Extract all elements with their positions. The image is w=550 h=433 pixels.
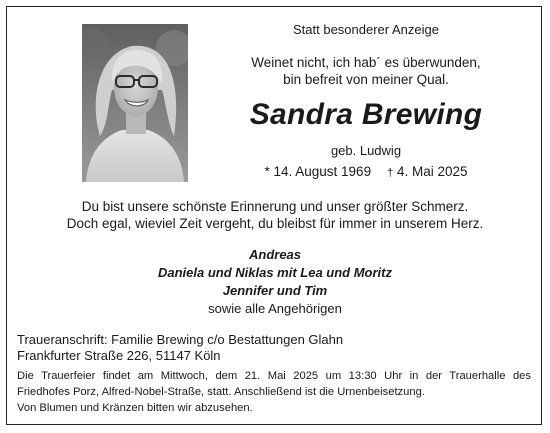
deceased-name: Sandra Brewing bbox=[249, 98, 483, 131]
ceremony-line: Die Trauerfeier findet am Mittwoch, dem 21. Mai 2025 um 13:30 Uhr in der Trauerhalle des bbox=[17, 370, 531, 382]
notice-text: Statt besonderer Anzeige bbox=[293, 22, 439, 37]
ceremony-line: Friedhofes Porz, Alfred-Nobel-Straße, statt. Anschließend ist die Urnenbeisetzung. bbox=[17, 386, 425, 398]
portrait-image bbox=[82, 24, 188, 182]
birth-name: geb. Ludwig bbox=[330, 143, 402, 158]
life-dates bbox=[236, 164, 496, 179]
death-date: 4. Mai 2025 bbox=[396, 164, 468, 179]
memorial-quote bbox=[20, 198, 530, 232]
ceremony-info bbox=[17, 368, 531, 416]
mourner-name: Daniela und Niklas mit Lea und Moritz bbox=[157, 265, 393, 280]
mourners-list bbox=[20, 246, 530, 318]
birth-date: * 14. August 1969 bbox=[264, 164, 372, 179]
ceremony-line: Von Blumen und Kränzen bitten wir abzusehen. bbox=[17, 402, 253, 414]
address-line: Frankfurter Straße 226, 51147 Köln bbox=[17, 348, 221, 363]
verse-line: Weinet nicht, ich hab´ es überwunden, bbox=[251, 55, 481, 70]
cross-symbol: † bbox=[387, 167, 394, 179]
address-line: Traueranschrift: Familie Brewing c/o Bestattungen Glahn bbox=[17, 332, 344, 347]
verse bbox=[236, 54, 496, 88]
verse-line: bin befreit von meiner Qual. bbox=[283, 72, 449, 87]
other-relatives: sowie alle Angehörigen bbox=[208, 301, 342, 316]
portrait-photo bbox=[82, 24, 188, 182]
quote-line: Doch egal, wieviel Zeit vergeht, du bleibst für immer in unserem Herz. bbox=[66, 216, 484, 231]
mourner-name: Jennifer und Tim bbox=[222, 283, 328, 298]
quote-line: Du bist unsere schönste Erinnerung und unser größter Schmerz. bbox=[81, 199, 469, 214]
mourner-name: Andreas bbox=[248, 247, 302, 262]
mourning-address bbox=[17, 332, 343, 364]
